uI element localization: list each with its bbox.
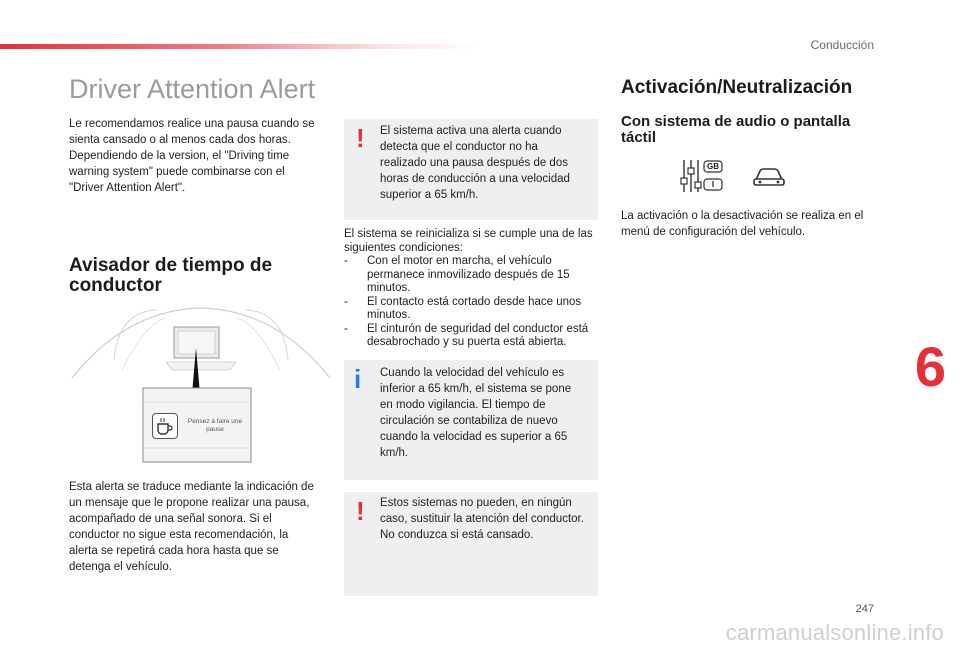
display-message: Pensez à faire une pause (187, 418, 243, 433)
list-item: - Con el motor en marcha, el vehículo permanece inmovilizado después de 15 minutos. (344, 255, 570, 294)
warning-box-2 (344, 492, 598, 596)
list-item: - El contacto está cortado desde hace unos minutos. (344, 295, 582, 321)
info-text: Cuando la velocidad del vehículo es inferior a 65 km/h, el sistema se pone en modo vigilancia. El tiempo de circulación se contabiliza de nuevo cuando la velocidad es superior a 65 km/h. (380, 367, 572, 459)
reset-conditions (344, 228, 600, 350)
i-label: I (711, 180, 715, 189)
warning-icon: ! (356, 496, 365, 526)
activation-title: Activación/Neutralización (621, 77, 853, 98)
activation-text: La activación o la desactivación se realiza en el menú de configuración del vehículo. (621, 210, 864, 238)
page-number: 247 (855, 603, 874, 615)
warning-icon: ! (356, 123, 365, 153)
warning-text-2: Estos sistemas no pueden, en ningún caso, sustituir la atención del conductor. No conduzca si está cansado. (380, 497, 584, 541)
watermark: carmanualsonline.info (725, 620, 944, 645)
alert-description: Esta alerta se traduce mediante la indicación de un mensaje que le propone realizar una pausa, acompañado de una señal sonora. Si el conductor no sigue esta recomendación, la alerta se repetirá cada hora hasta que se detenga el vehículo. (69, 481, 314, 573)
activation-subtitle: Con sistema de audio o pantalla táctil (621, 113, 851, 146)
header-accent-bar (0, 44, 480, 49)
car-icon (752, 165, 786, 189)
chapter-title: Conducción (810, 38, 874, 52)
coffee-icon (152, 413, 178, 439)
settings-sliders-icon (678, 158, 726, 196)
warning-box-1 (344, 119, 598, 220)
reset-intro: El sistema se reinicializa si se cumple una de las siguientes condiciones: (344, 228, 593, 254)
intro-paragraph: Le recomendamos realice una pausa cuando se sienta cansado o al menos cada dos horas. Dependiendo de la version, el "Driving time warning system" puede combinarse con el "Driver Attention Alert". (69, 118, 315, 194)
page-title: Driver Attention Alert (69, 74, 316, 104)
warning-text-1: El sistema activa una alerta cuando detecta que el conductor no ha realizado una pausa después de dos horas de conducción a una velocidad superior a 65 km/h. (380, 125, 570, 201)
section-title: Avisador de tiempo de conductor (69, 255, 273, 296)
info-icon: i (354, 364, 362, 394)
chapter-number: 6 (914, 335, 946, 398)
list-item: - El cinturón de seguridad del conductor está desabrochado y su puerta está abierta. (344, 322, 589, 348)
info-box (344, 360, 598, 480)
gb-label: GB (707, 162, 719, 171)
instrument-cluster-illustration (66, 300, 336, 470)
